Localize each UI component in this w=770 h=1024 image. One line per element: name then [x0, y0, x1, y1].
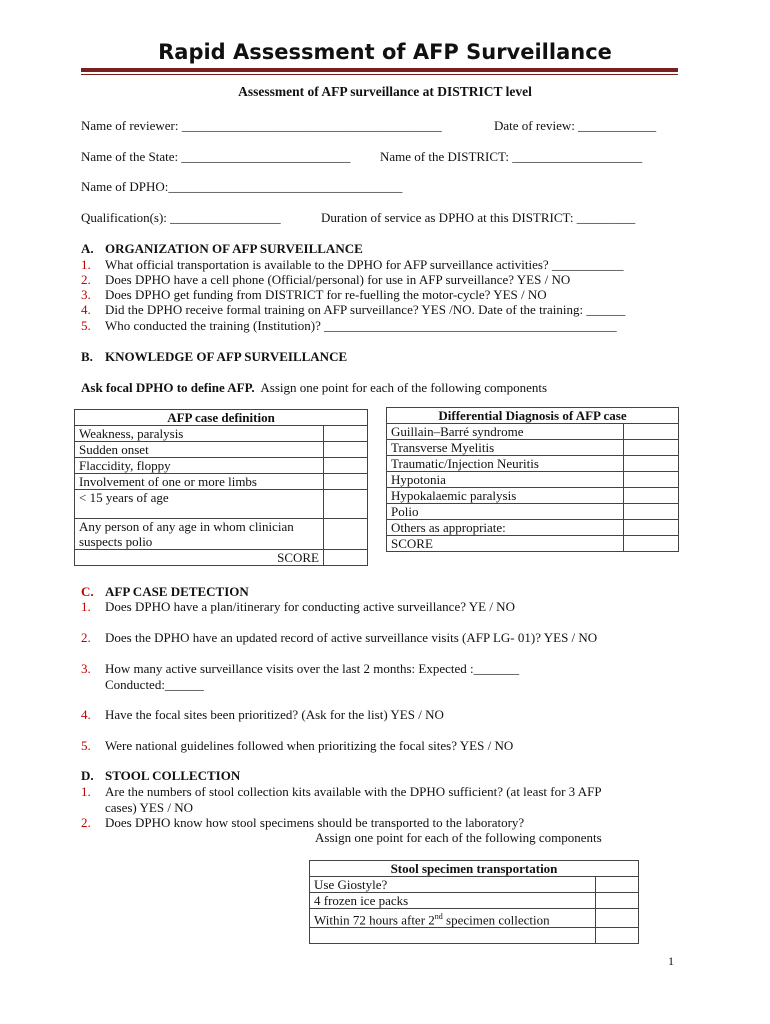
table-row: Weakness, paralysis: [75, 426, 368, 442]
section-c-number: C.: [81, 584, 94, 599]
table-row: Use Giostyle?: [310, 877, 639, 893]
table-row: Guillain–Barré syndrome: [387, 424, 679, 440]
list-item-continuation: Assign one point for each of the following components: [315, 830, 602, 845]
title-rule-thick: [81, 68, 678, 72]
score-cell[interactable]: [324, 474, 368, 490]
score-cell[interactable]: [624, 424, 679, 440]
section-c-heading: [81, 584, 249, 600]
stool-transport-header: Stool specimen transportation: [310, 861, 639, 877]
score-cell[interactable]: [596, 893, 639, 909]
list-item: 2. Does the DPHO have an updated record of active surveillance visits (AFP LG- 01)? YES / NO: [81, 630, 598, 645]
score-cell[interactable]: [624, 440, 679, 456]
section-d-title: STOOL COLLECTION: [105, 768, 241, 783]
list-item: 3. Does DPHO get funding from DISTRICT for re-fuelling the motor-cycle? YES / NO: [81, 287, 547, 302]
table-row: Involvement of one or more limbs: [75, 474, 368, 490]
list-item: 1. Are the numbers of stool collection kits available with the DPHO sufficient? (at least for 3 AFP: [81, 784, 602, 799]
district-field: Name of the DISTRICT: ____________________: [380, 149, 643, 164]
score-cell[interactable]: [324, 458, 368, 474]
score-cell[interactable]: [624, 472, 679, 488]
score-cell[interactable]: [324, 550, 368, 566]
list-item: 3. How many active surveillance visits over the last 2 months: Expected :_______: [81, 661, 520, 676]
section-c-title: AFP CASE DETECTION: [105, 584, 249, 599]
table-row: Any person of any age in whom clinician suspects polio: [75, 519, 368, 550]
table-row: 4 frozen ice packs: [310, 893, 639, 909]
section-d-number: D.: [81, 768, 94, 783]
table-row: Others as appropriate:: [387, 520, 679, 536]
score-cell[interactable]: [596, 909, 639, 928]
list-item: 2. Does DPHO know how stool specimens should be transported to the laboratory?: [81, 815, 525, 830]
table-row: Traumatic/Injection Neuritis: [387, 456, 679, 472]
stool-transport-table: [309, 860, 639, 944]
table-row: < 15 years of age: [75, 490, 368, 519]
table-row: Within 72 hours after 2nd specimen collection: [310, 909, 639, 928]
score-cell[interactable]: [624, 504, 679, 520]
table-row: Polio: [387, 504, 679, 520]
section-d-heading: [81, 768, 240, 784]
duration-field: Duration of service as DPHO at this DISTRICT: _________: [321, 210, 636, 225]
case-definition-score-label: SCORE: [75, 550, 324, 566]
list-item: 5. Were national guidelines followed when prioritizing the focal sites? YES / NO: [81, 738, 514, 753]
table-row: Hypotonia: [387, 472, 679, 488]
page-number: 1: [668, 954, 674, 968]
table-row: [310, 928, 639, 944]
score-cell[interactable]: [324, 442, 368, 458]
score-cell[interactable]: [624, 536, 679, 552]
list-item-continuation: Conducted:______: [105, 677, 204, 692]
score-cell[interactable]: [596, 928, 639, 944]
section-a-heading: [81, 241, 363, 257]
score-cell[interactable]: [624, 456, 679, 472]
case-definition-table: [74, 409, 368, 566]
table-row: Sudden onset: [75, 442, 368, 458]
list-item: 4. Did the DPHO receive formal training on AFP surveillance? YES /NO. Date of the training: ______: [81, 302, 626, 317]
score-cell[interactable]: [596, 877, 639, 893]
list-item: 5. Who conducted the training (Institution)? _____________________________________________: [81, 318, 617, 333]
list-item: 2. Does DPHO have a cell phone (Official/personal) for use in AFP surveillance? YES / NO: [81, 272, 571, 287]
document-subtitle: Assessment of AFP surveillance at DISTRICT level: [238, 84, 532, 99]
date-field: Date of review: ____________: [494, 118, 657, 133]
table-row: SCORE: [387, 536, 679, 552]
list-item: 1. What official transportation is available to the DPHO for AFP surveillance activities? ___________: [81, 257, 624, 272]
table-row: [75, 550, 368, 566]
qualification-field: Qualification(s): _________________: [81, 210, 281, 225]
table-row: Transverse Myelitis: [387, 440, 679, 456]
section-a-title: ORGANIZATION OF AFP SURVEILLANCE: [105, 241, 363, 256]
list-item: 4. Have the focal sites been prioritized? (Ask for the list) YES / NO: [81, 707, 444, 722]
dpho-field: Name of DPHO:____________________________________: [81, 179, 403, 194]
table-row: Hypokalaemic paralysis: [387, 488, 679, 504]
section-b-number: B.: [81, 349, 93, 364]
state-field: Name of the State: __________________________: [81, 149, 351, 164]
case-definition-header: AFP case definition: [75, 410, 368, 426]
differential-diagnosis-table: [386, 407, 679, 552]
instruction-bold: Ask focal DPHO to define AFP.: [81, 380, 255, 395]
section-b-instruction: [81, 380, 547, 396]
reviewer-field: Name of reviewer: ________________________________________: [81, 118, 442, 133]
section-a-number: A.: [81, 241, 94, 256]
score-cell[interactable]: [624, 488, 679, 504]
section-b-heading: [81, 349, 347, 365]
score-cell[interactable]: [324, 490, 368, 519]
differential-diagnosis-header: Differential Diagnosis of AFP case: [387, 408, 679, 424]
list-item: 1. Does DPHO have a plan/itinerary for conducting active surveillance? YE / NO: [81, 599, 515, 614]
score-cell[interactable]: [324, 426, 368, 442]
list-item-continuation: cases) YES / NO: [105, 800, 193, 815]
table-row: Flaccidity, floppy: [75, 458, 368, 474]
section-b-title: KNOWLEDGE OF AFP SURVEILLANCE: [105, 349, 348, 364]
document-title: Rapid Assessment of AFP Surveillance: [158, 40, 612, 64]
title-rule-thin: [81, 74, 678, 75]
instruction-rest: Assign one point for each of the following components: [260, 380, 548, 395]
score-cell[interactable]: [624, 520, 679, 536]
score-cell[interactable]: [324, 519, 368, 550]
